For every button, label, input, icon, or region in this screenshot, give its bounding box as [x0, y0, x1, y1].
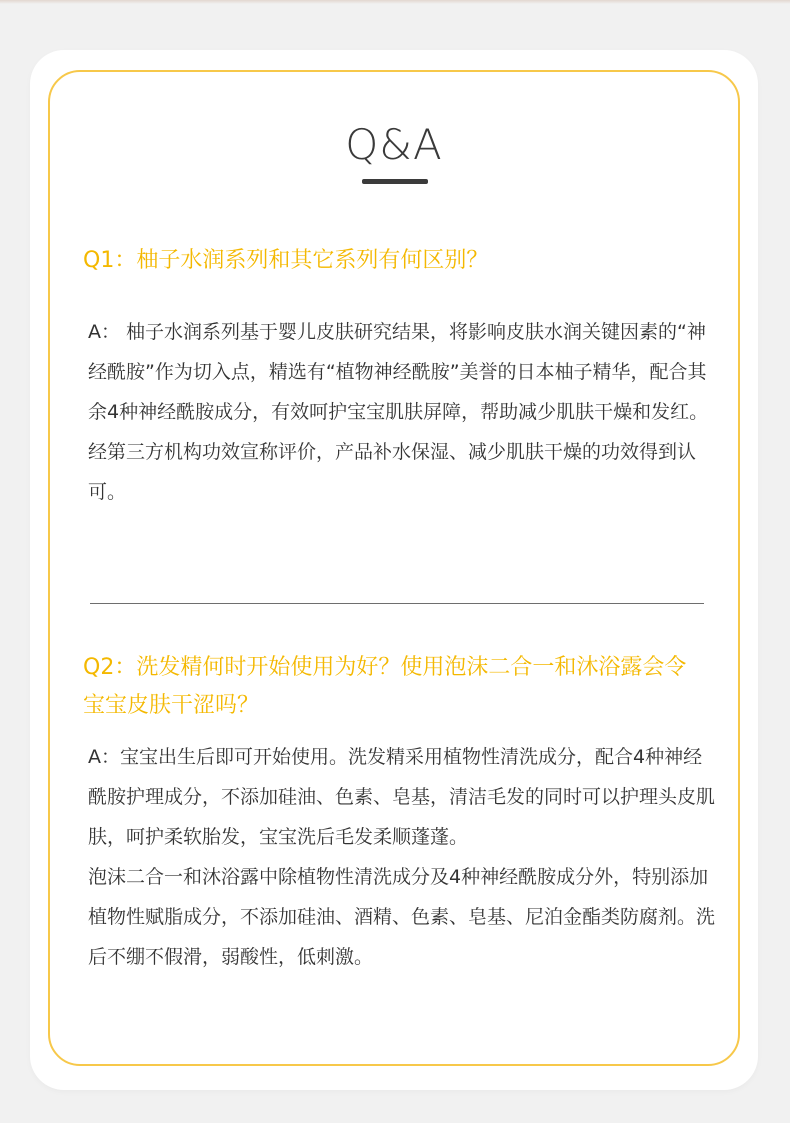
qa-card: [30, 50, 758, 1090]
answer-2-paragraph-1: A：宝宝出生后即可开始使用。洗发精采用植物性清洗成分，配合4种神经酰胺护理成分，不添加硅油、色素、皂基，清洁毛发的同时可以护理头皮肌肤，呵护柔软胎发，宝宝洗后毛发柔顺蓬蓬。: [88, 746, 716, 848]
page-title: Q&A: [345, 120, 443, 169]
answer-2: [88, 737, 718, 977]
question-2: Q2：洗发精何时开始使用为好？使用泡沫二合一和沐浴露会令宝宝皮肤干涩吗？: [83, 655, 687, 718]
answer-2-paragraph-2: 泡沫二合一和沐浴露中除植物性清洗成分及4种神经酰胺成分外，特别添加植物性赋脂成分，不添加硅油、酒精、色素、皂基、尼泊金酯类防腐剂。洗后不绷不假滑，弱酸性，低刺激。: [88, 866, 716, 968]
answer-1: [88, 312, 718, 512]
qa-frame: [48, 70, 740, 1066]
answer-1-paragraph-2: 经第三方机构功效宣称评价，产品补水保湿、减少肌肤干燥的功效得到认可。: [88, 441, 697, 503]
top-rule: [0, 0, 790, 4]
question-1: Q1：柚子水润系列和其它系列有何区别？: [83, 248, 489, 273]
title-underline: [362, 179, 428, 184]
section-divider: [90, 603, 704, 604]
answer-1-paragraph-1: A： 柚子水润系列基于婴儿皮肤研究结果，将影响皮肤水润关键因素的“神经酰胺”作为切入点，精选有“植物神经酰胺”美誉的日本柚子精华，配合其余4种神经酰胺成分，有效呵护宝宝肌肤屏障，帮助减少肌肤干燥和发红。: [88, 321, 709, 423]
